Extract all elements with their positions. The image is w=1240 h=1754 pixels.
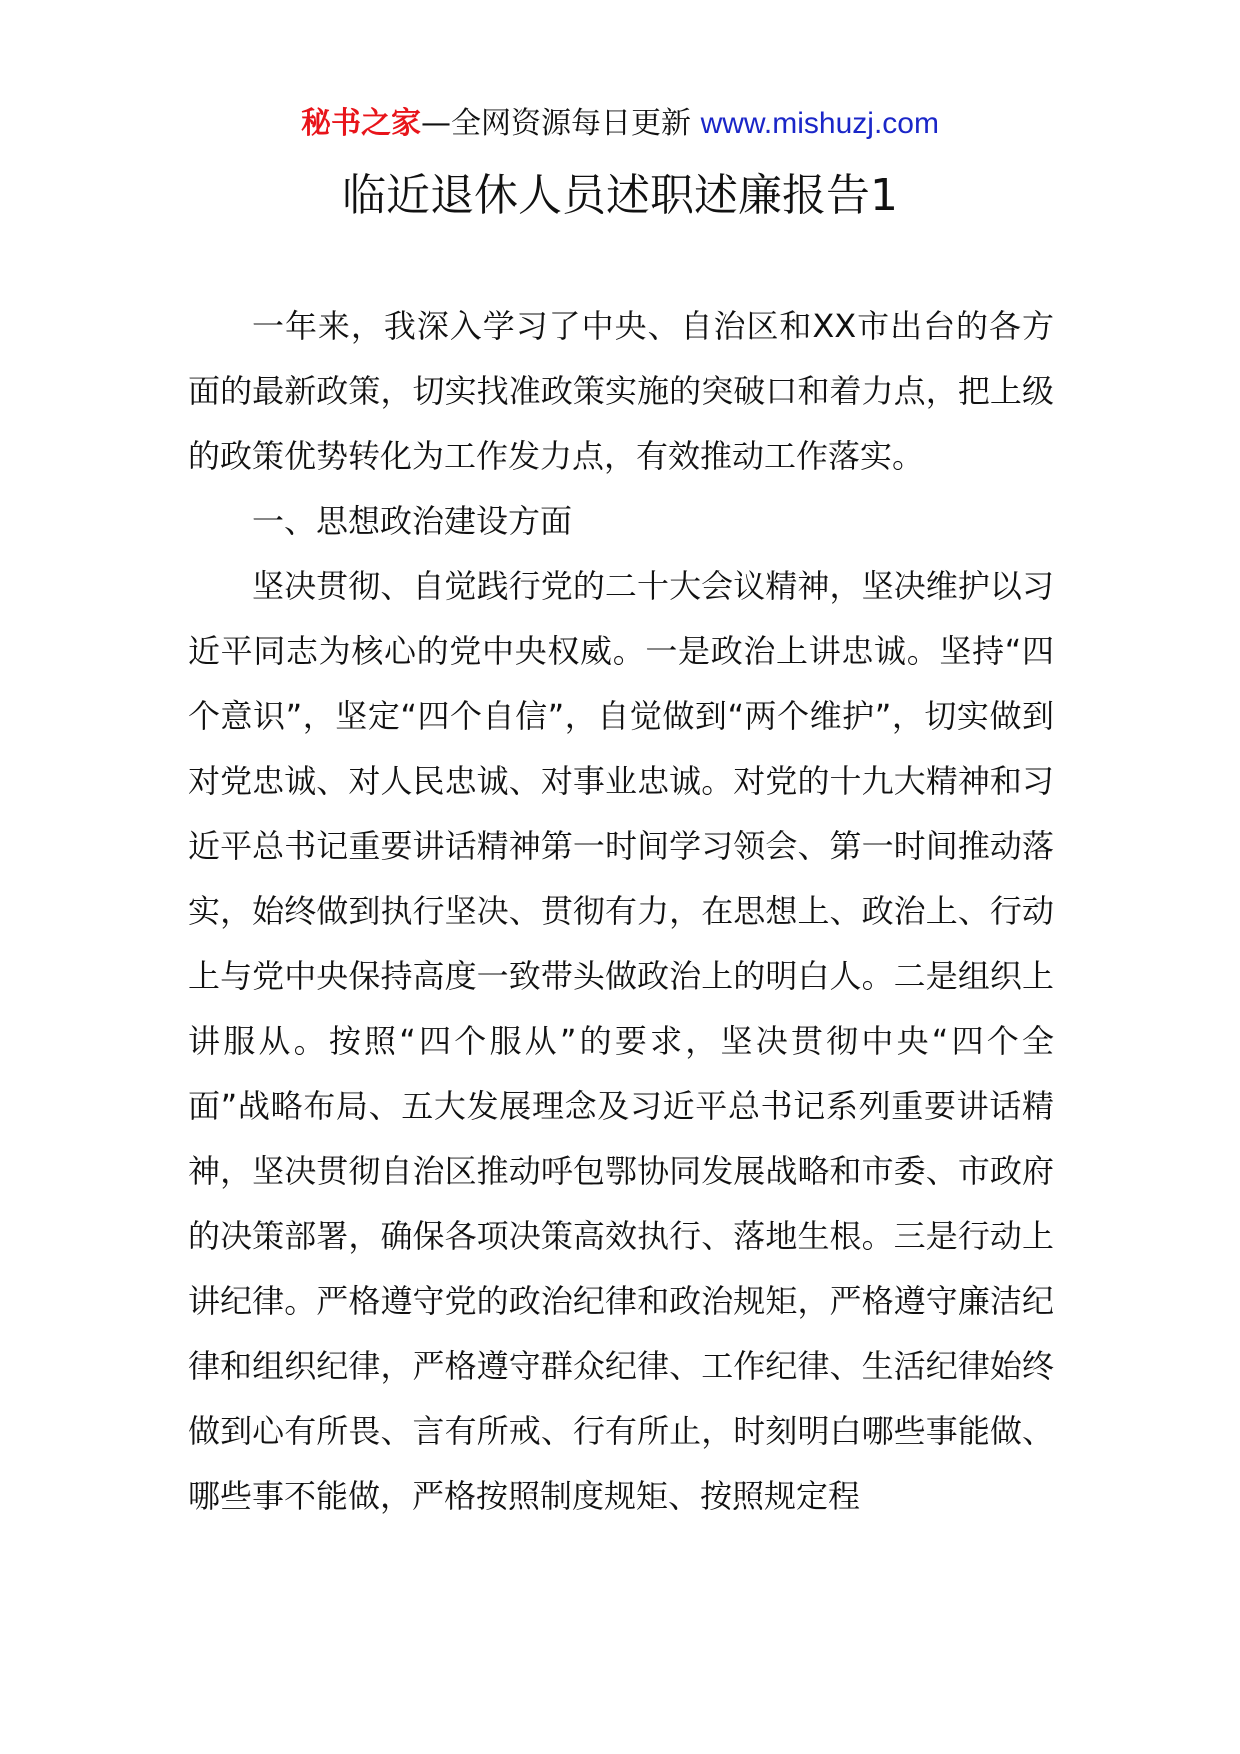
section-paragraph: 坚决贯彻、自觉践行党的二十大会议精神，坚决维护以习近平同志为核心的党中央权威。一是政治上讲忠诚。坚持“四个意识”，坚定“四个自信”，自觉做到“两个维护”，切实做到对党忠诚、对人民忠诚、对事业忠诚。对党的十九大精神和习近平总书记重要讲话精神第一时间学习领会、第一时间推动落实，始终做到执行坚决、贯彻有力，在思想上、政治上、行动上与党中央保持高度一致带头做政治上的明白人。二是组织上讲服从。按照“四个服从”的要求，坚决贯彻中央“四个全面”战略布局、五大发展理念及习近平总书记系列重要讲话精神，坚决贯彻自治区推动呼包鄂协同发展战略和市委、市政府的决策部署，确保各项决策高效执行、落地生根。三是行动上讲纪律。严格遵守党的政治纪律和政治规矩，严格遵守廉洁纪律和组织纪律，严格遵守群众纪律、工作纪律、生活纪律始终做到心有所畏、言有所戒、行有所止，时刻明白哪些事能做、哪些事不能做，严格按照制度规矩、按照规定程 <box>188 567 1054 1515</box>
site-header <box>0 104 1240 144</box>
site-url-link[interactable]: www.mishuzj.com <box>700 107 939 140</box>
header-tagline: —全网资源每日更新 <box>421 106 692 141</box>
brand-name: 秘书之家 <box>301 106 422 141</box>
document-title: 临近退休人员述职述廉报告1 <box>342 170 898 221</box>
document-body <box>188 294 1054 1529</box>
section-heading: 一、思想政治建设方面 <box>252 502 573 540</box>
intro-paragraph: 一年来，我深入学习了中央、自治区和XX市出台的各方面的最新政策，切实找准政策实施的突破口和着力点，把上级的政策优势转化为工作发力点，有效推动工作落实。 <box>188 307 1054 475</box>
